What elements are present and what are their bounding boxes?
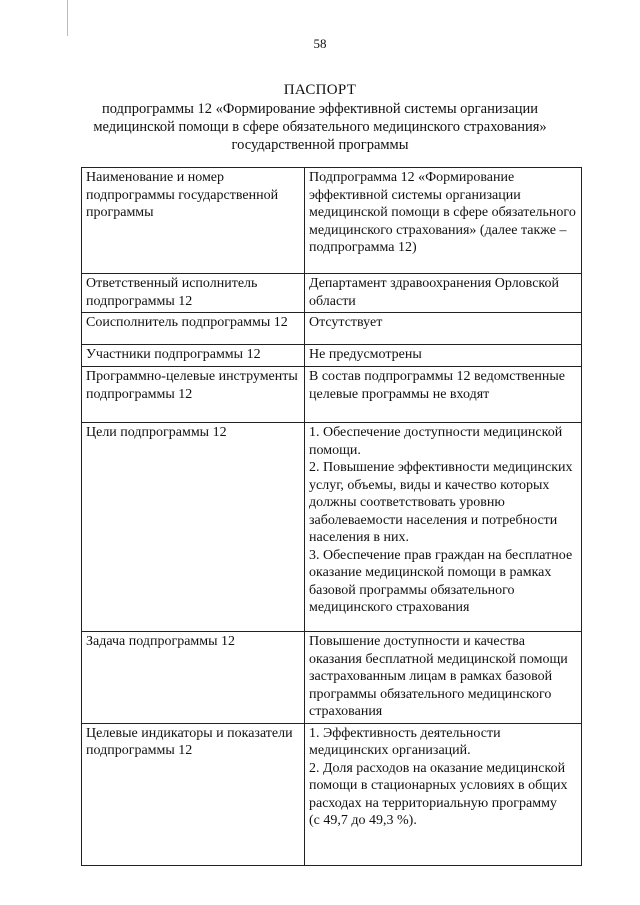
row-label: Соисполнитель подпрограммы 12: [82, 313, 305, 345]
row-label: Программно-целевые инструменты подпрограммы 12: [82, 367, 305, 423]
table-row: [82, 274, 582, 313]
table-row: [82, 367, 582, 423]
scan-margin-mark: [67, 0, 68, 36]
row-label: Целевые индикаторы и показатели подпрограммы 12: [82, 723, 305, 865]
document-title: ПАСПОРТ: [283, 82, 357, 98]
document-subtitle-line-2: медицинской помощи в сфере обязательного медицинского страхования»: [93, 119, 547, 135]
row-label: Цели подпрограммы 12: [82, 423, 305, 632]
row-value: В состав подпрограммы 12 ведомственные целевые программы не входят: [305, 367, 582, 423]
document-subtitle-line-1: подпрограммы 12 «Формирование эффективной системы организации: [101, 101, 539, 117]
row-value: Повышение доступности и качества оказания бесплатной медицинской помощи застрахованным лицам в рамках базовой программы обязательного медицинского страхования: [305, 632, 582, 724]
row-label: Задача подпрограммы 12: [82, 632, 305, 724]
row-label: Наименование и номер подпрограммы государственной программы: [82, 168, 305, 274]
document-heading: [60, 80, 580, 154]
row-value: Отсутствует: [305, 313, 582, 345]
table-row: [82, 168, 582, 274]
table-row: [82, 723, 582, 865]
page-number: 58: [313, 36, 327, 51]
table-row: [82, 632, 582, 724]
table-row: [82, 313, 582, 345]
row-value: 1. Обеспечение доступности медицинской помощи. 2. Повышение эффективности медицинских услуг, объемы, виды и качество которых должны соответствовать уровню заболеваемости населения и потребности населения в них. 3. Обеспечение прав граждан на бесплатное оказание медицинской помощи в рамках базовой программы обязательного медицинского страхования: [305, 423, 582, 632]
row-value: Подпрограмма 12 «Формирование эффективной системы организации медицинской помощи в сфере обязательного медицинского страхования» (далее также – подпрограмма 12): [305, 168, 582, 274]
row-value: 1. Эффективность деятельности медицинских организаций. 2. Доля расходов на оказание медицинской помощи в стационарных условиях в общих расходах на территориальную программу (с 49,7 до 49,3 %).: [305, 723, 582, 865]
table-row: [82, 423, 582, 632]
row-value: Не предусмотрены: [305, 345, 582, 367]
document-subtitle-line-3: государственной программы: [231, 137, 409, 153]
passport-table: [81, 167, 582, 866]
row-value: Департамент здравоохранения Орловской области: [305, 274, 582, 313]
row-label: Участники подпрограммы 12: [82, 345, 305, 367]
table-row: [82, 345, 582, 367]
row-label: Ответственный исполнитель подпрограммы 12: [82, 274, 305, 313]
